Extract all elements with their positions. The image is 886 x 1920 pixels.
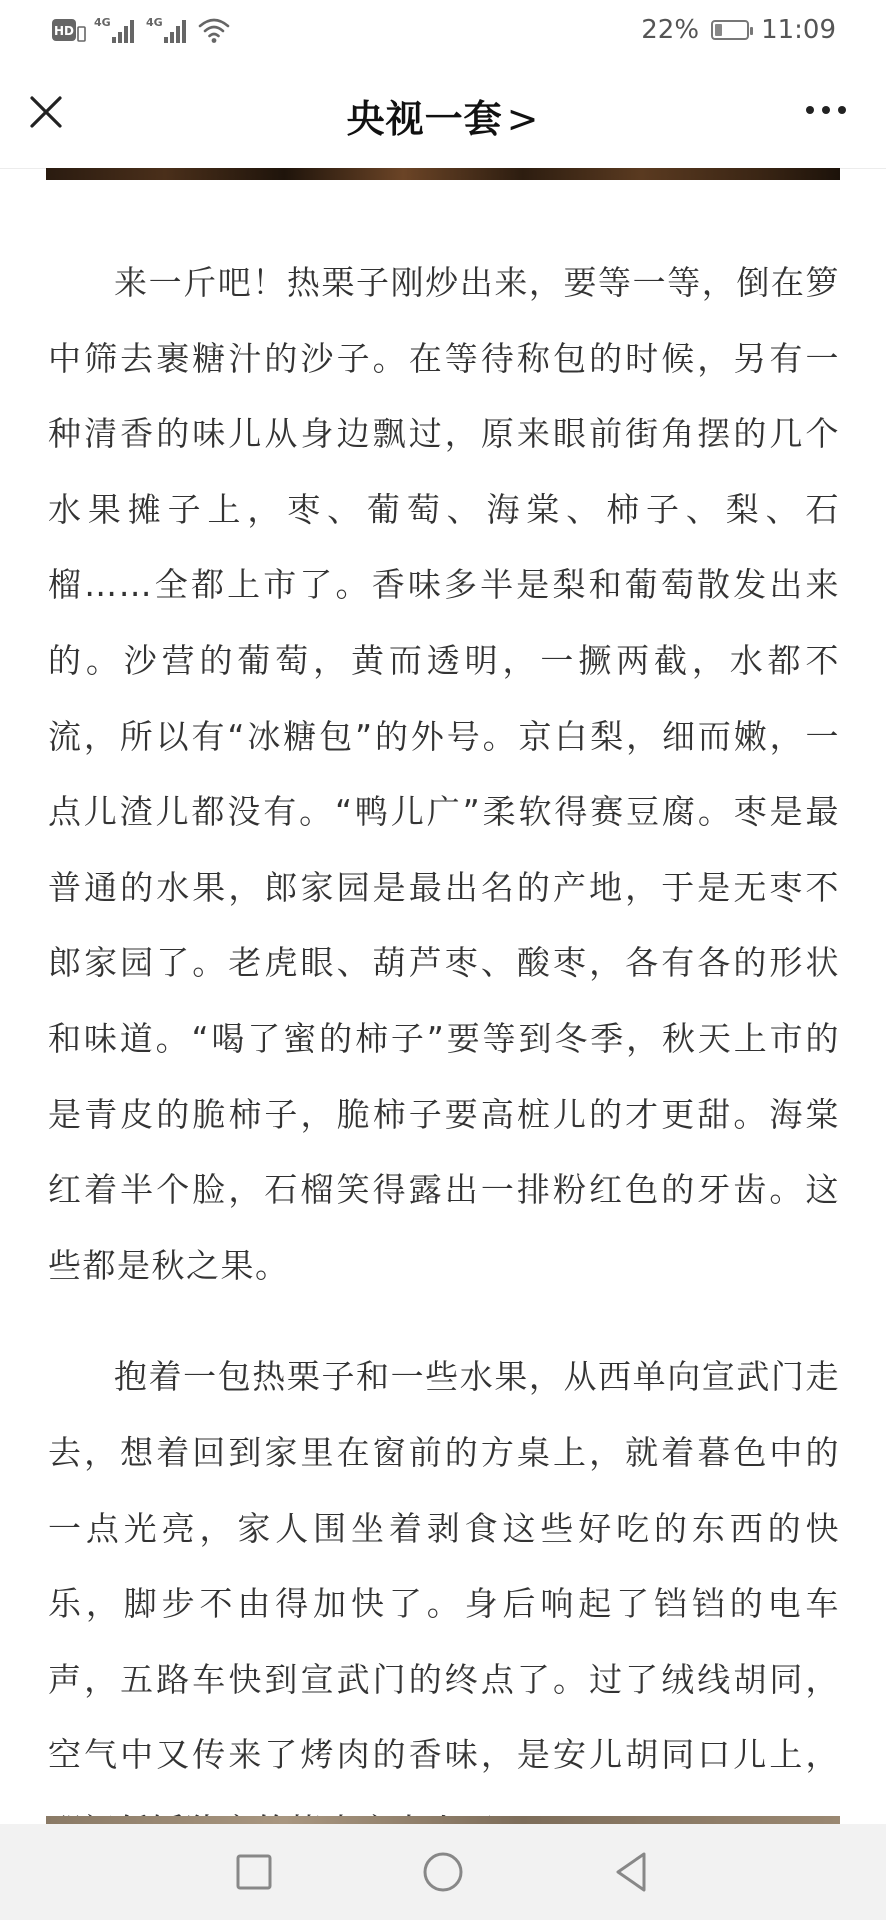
square-recent-icon[interactable] [230, 1848, 278, 1896]
article-body [48, 245, 840, 1868]
article-paragraph: 抱着一包热栗子和一些水果，从西单向宣武门走去，想着回到家里在窗前的方桌上，就着暮色中的一点光亮，家人围坐着剥食这些好吃的东西的快乐，脚步不由得加快了。身后响起了铛铛的电车声，五路车快到宣武门的终点了。过了绒线胡同，空气中又传来了烤肉的香味，是安儿胡同口儿上， [48, 1357, 840, 1775]
net-label-2: 4G [146, 16, 163, 29]
triangle-back-icon[interactable] [608, 1848, 656, 1896]
hd-icon [52, 17, 86, 43]
article-paragraph: 来一斤吧！热栗子刚炒出来，要等一等，倒在箩中筛去裹糖汁的沙子。在等待称包的时候，另有一种清香的味儿从身边飘过，原来眼前街角摆的几个水果摊子上，枣、葡萄、海棠、柿子、梨、石榴……全都上市了。香味多半是梨和葡萄散发出来的。沙营的葡萄，黄而透明，一撅两截，水都不流，所以有“冰糖包”的外号。京白梨，细而嫩，一点儿渣儿都没有。“鸭儿广”柔软得赛豆腐。枣是最普通的水果，郎家园是最出名的产地，于是无枣不郎家园了。老虎眼、葫芦枣、酸枣，各有各的形状和味道。“喝了蜜的柿子”要等到冬季，秋天上市的是青皮的脆柿子，脆柿子要高桩儿的才更甜。海棠红着半个脸，石榴笑得露出一排粉红色的牙齿。这些都是秋之果。 [48, 263, 840, 1285]
hd-label: HD [53, 24, 75, 38]
article-image-bottom-edge [46, 1816, 840, 1824]
net-label-1: 4G [94, 16, 111, 29]
nav-bar [0, 60, 886, 169]
status-bar [0, 0, 886, 60]
battery-icon [711, 20, 749, 40]
wifi-icon [198, 16, 230, 44]
status-left [52, 14, 230, 46]
circle-home-icon[interactable] [419, 1848, 467, 1896]
4g-signal-icon [94, 15, 138, 45]
more-icon[interactable] [804, 100, 848, 120]
system-nav-bar [0, 1824, 886, 1920]
article-image-top-edge [46, 168, 840, 180]
account-title-link[interactable] [0, 88, 886, 143]
status-right [641, 12, 836, 48]
clock: 11:09 [761, 15, 836, 45]
4g-signal-icon [146, 15, 190, 45]
battery-level [715, 24, 722, 36]
chevron-right-icon: > [506, 97, 540, 141]
battery-percent: 22% [641, 15, 700, 45]
page-title: 央视一套 [346, 97, 503, 141]
